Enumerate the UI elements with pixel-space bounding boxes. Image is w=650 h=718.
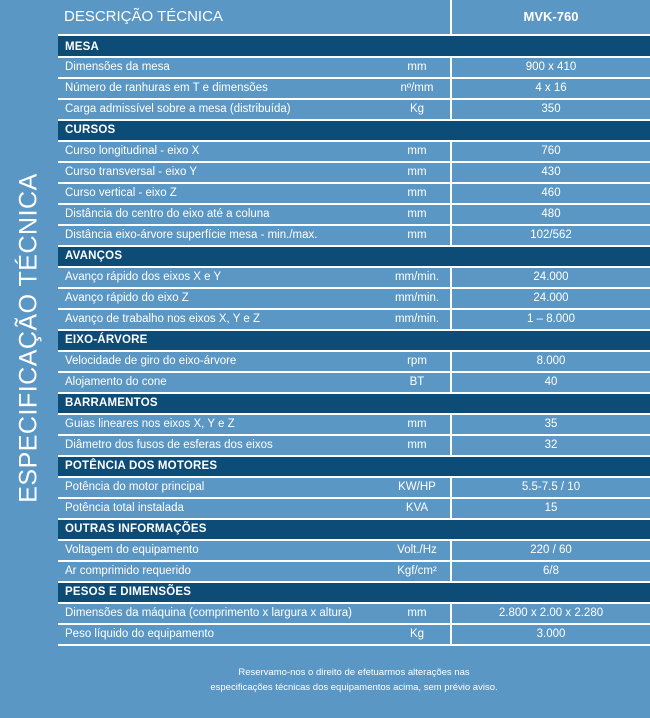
row-value: 430 (541, 166, 561, 178)
table-row (58, 289, 650, 310)
section-title: CURSOS (58, 121, 650, 142)
section-title: OUTRAS INFORMAÇÕES (58, 520, 650, 541)
row-unit: KVA (384, 499, 452, 518)
row-value: 460 (541, 187, 561, 199)
table-row (58, 604, 650, 625)
table-row (58, 373, 650, 394)
row-description: Avanço rápido dos eixos X e Y (65, 271, 222, 283)
header-description: DESCRIÇÃO TÉCNICA (58, 0, 452, 34)
row-value: 1 – 8.000 (527, 313, 575, 325)
row-value: 40 (544, 376, 558, 388)
row-description: Curso vertical - eixo Z (65, 187, 177, 199)
row-description: Alojamento do cone (65, 376, 167, 388)
row-value: 24.000 (533, 292, 569, 304)
row-unit: mm (384, 226, 452, 245)
table-header (58, 0, 650, 36)
table-row (58, 142, 650, 163)
row-description: Voltagem do equipamento (65, 544, 199, 556)
row-value: 760 (541, 145, 561, 157)
row-unit: mm (384, 163, 452, 182)
table-row (58, 436, 650, 457)
row-value: 2.800 x 2.00 x 2.280 (498, 607, 604, 619)
row-unit: KW/HP (384, 478, 452, 497)
row-value: 32 (544, 439, 558, 451)
side-panel (0, 0, 58, 718)
table-row (58, 499, 650, 520)
row-value: 480 (541, 208, 561, 220)
table-row (58, 415, 650, 436)
table-row (58, 478, 650, 499)
row-description: Dimensões da máquina (comprimento x largura x altura) (65, 607, 352, 619)
row-value: 220 / 60 (530, 544, 572, 556)
disclaimer-note (58, 646, 650, 695)
table-row (58, 184, 650, 205)
table-row (58, 205, 650, 226)
row-description: Curso longitudinal - eixo X (65, 145, 200, 157)
section-title: PESOS E DIMENSÕES (58, 583, 650, 604)
row-value: 102/562 (530, 229, 572, 241)
row-description: Número de ranhuras em T e dimensões (65, 82, 268, 94)
row-description: Distância do centro do eixo até a coluna (65, 208, 270, 220)
section-title: MESA (58, 36, 650, 58)
section-title: AVANÇOS (58, 247, 650, 268)
table-row (58, 625, 650, 646)
row-description: Carga admissível sobre a mesa (distribuída) (65, 103, 291, 115)
row-unit: mm (384, 604, 452, 623)
row-value: 3.000 (536, 628, 566, 640)
row-description: Peso líquido do equipamento (65, 628, 214, 640)
table-row (58, 268, 650, 289)
row-value: 5.5-7.5 / 10 (521, 481, 581, 493)
disclaimer-line-1: Reservamo-nos o direito de efetuarmos alterações nas (238, 667, 470, 678)
row-value: 900 x 410 (525, 61, 577, 73)
row-unit: mm/min. (384, 268, 452, 287)
row-description: Guias lineares nos eixos X, Y e Z (65, 418, 235, 430)
row-unit: mm (384, 58, 452, 77)
table-row (58, 226, 650, 247)
row-value: 15 (544, 502, 558, 514)
row-description: Curso transversal - eixo Y (65, 166, 198, 178)
row-unit: Kgf/cm² (384, 562, 452, 581)
row-unit: mm (384, 205, 452, 224)
table-row (58, 100, 650, 121)
row-unit: mm (384, 184, 452, 203)
table-row (58, 58, 650, 79)
row-value: 35 (544, 418, 558, 430)
row-value: 4 x 16 (535, 82, 567, 94)
row-unit: mm (384, 142, 452, 161)
row-description: Potência total instalada (65, 502, 184, 514)
row-unit: BT (384, 373, 452, 392)
table-row (58, 541, 650, 562)
row-value: 350 (541, 103, 561, 115)
table-row (58, 310, 650, 331)
disclaimer-line-2: especificações técnicas dos equipamentos acima, sem prévio aviso. (210, 682, 498, 693)
row-unit: nº/mm (384, 79, 452, 98)
row-description: Velocidade de giro do eixo-árvore (65, 355, 237, 367)
row-unit: mm (384, 436, 452, 455)
table-row (58, 352, 650, 373)
row-value: 24.000 (533, 271, 569, 283)
row-unit: Kg (384, 100, 452, 119)
table-row (58, 562, 650, 583)
row-value: 8.000 (536, 355, 566, 367)
row-unit: mm/min. (384, 289, 452, 308)
row-unit: rpm (384, 352, 452, 371)
row-unit: mm (384, 415, 452, 434)
row-description: Diâmetro dos fusos de esferas dos eixos (65, 439, 273, 451)
row-description: Ar comprimido requerido (65, 565, 191, 577)
section-title: BARRAMENTOS (58, 394, 650, 415)
row-description: Potência do motor principal (65, 481, 205, 493)
spec-sections (58, 36, 650, 646)
section-title: POTÊNCIA DOS MOTORES (58, 457, 650, 478)
row-unit: Volt./Hz (384, 541, 452, 560)
row-description: Distância eixo-árvore superfície mesa - min./max. (65, 229, 318, 241)
row-description: Avanço de trabalho nos eixos X, Y e Z (65, 313, 260, 325)
row-description: Dimensões da mesa (65, 61, 170, 73)
header-model: MVK-760 (523, 9, 579, 24)
table-row (58, 79, 650, 100)
section-title: EIXO-ÁRVORE (58, 331, 650, 352)
row-unit: mm/min. (384, 310, 452, 329)
side-title: ESPECIFICAÇÃO TÉCNICA (14, 173, 43, 503)
spec-table (58, 0, 650, 695)
row-description: Avanço rápido do eixo Z (65, 292, 189, 304)
table-row (58, 163, 650, 184)
row-unit: Kg (384, 625, 452, 644)
row-value: 6/8 (543, 565, 559, 577)
